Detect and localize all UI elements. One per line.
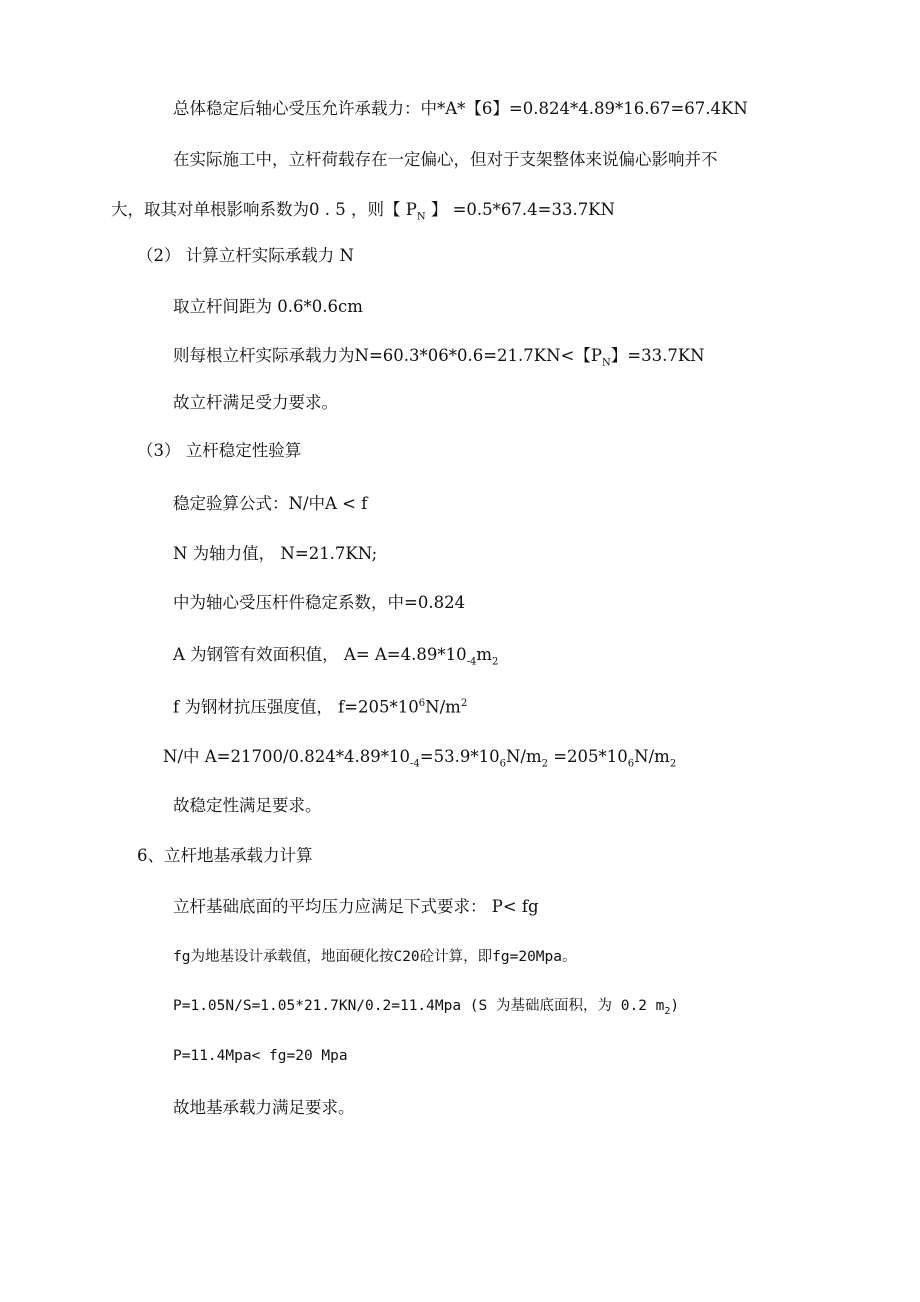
text-line-influence-factor [111, 199, 615, 228]
subscript: N [416, 211, 426, 223]
section-heading-2 [137, 245, 354, 267]
text-line-satisfied-1 [173, 392, 338, 414]
superscript: 6 [418, 698, 426, 709]
text-line-area [173, 644, 498, 673]
superscript: 2 [460, 698, 468, 709]
text-line-fg-value [173, 946, 577, 968]
text: N/m [505, 747, 542, 766]
text-line-satisfied-3 [173, 1097, 355, 1119]
subscript: 2 [492, 656, 499, 668]
text: P=1.05N/S=1.05*21.7KN/0.2=11.4Mpa (S 为基础底面积，为 0.2 m [173, 998, 665, 1014]
subscript: -4 [410, 758, 420, 770]
text: =205*10 [547, 747, 628, 766]
text-line-formula [173, 493, 367, 515]
text: 中为轴心受压杆件稳定系数，中=0.824 [173, 593, 466, 612]
text: 】=33.7KN [610, 346, 705, 365]
text-line-strength [173, 693, 467, 719]
subscript: 2 [664, 1005, 671, 1017]
text: 6、立杆地基承载力计算 [137, 846, 313, 865]
text: f 为钢材抗压强度值， f=205*10 [173, 697, 419, 717]
text-line-eccentricity [173, 149, 718, 171]
text-line-stability-coef [173, 592, 465, 614]
subscript: 2 [669, 758, 677, 770]
text: 在实际施工中，立杆荷载存在一定偏心，但对于支架整体来说偏心影响并不 [173, 150, 718, 169]
text: （2） 计算立杆实际承载力 N [137, 246, 354, 265]
text: N/中 A=21700/0.824*4.89*10 [163, 747, 411, 766]
text-line-allowable-capacity [173, 98, 748, 120]
text-line-actual-capacity [173, 345, 705, 374]
text-line-pressure-compare [173, 1045, 348, 1067]
text: （3） 立杆稳定性验算 [137, 441, 302, 460]
text-line-foundation-requirement [173, 896, 539, 918]
text: 总体稳定后轴心受压允许承载力：中*A*【6】=0.824*4.89*16.67=67.4KN [173, 99, 748, 118]
text: 故地基承载力满足要求。 [173, 1098, 355, 1117]
text-line-pressure-calc [173, 995, 679, 1023]
subscript: -4 [466, 656, 477, 668]
text: 立杆基础底面的平均压力应满足下式要求： P< fg [173, 897, 539, 916]
text: N 为轴力值， N=21.7KN; [173, 544, 378, 563]
subscript: N [602, 357, 611, 369]
text-line-stability-check [163, 746, 676, 775]
text: ) [670, 998, 680, 1014]
text: A 为钢管有效面积值， A= A=4.89*10 [173, 645, 467, 664]
text: m [476, 645, 493, 664]
text: 】 =0.5*67.4=33.7KN [425, 200, 615, 219]
text-line-spacing [173, 296, 363, 318]
text: 故稳定性满足要求。 [173, 796, 322, 815]
subscript: 6 [499, 758, 506, 770]
subscript: 6 [627, 758, 635, 770]
subscript: 2 [541, 758, 548, 770]
text: 则每根立杆实际承载力为N=60.3*06*0.6=21.7KN<【P [173, 346, 602, 365]
section-heading-3 [137, 440, 301, 462]
text: P=11.4Mpa< fg=20 Mpa [173, 1048, 348, 1064]
text: N/m [425, 697, 461, 717]
text: 大，取其对单根影响系数为0 . 5 ，则【 P [111, 200, 417, 219]
section-heading-6 [137, 845, 313, 867]
text: 稳定验算公式：N/中A < f [173, 494, 368, 513]
text: 取立杆间距为 0.6*0.6cm [173, 297, 363, 316]
text: 故立杆满足受力要求。 [173, 393, 338, 412]
text: fg为地基设计承载值，地面硬化按C20砼计算，即fg=20Mpa。 [173, 949, 577, 965]
text-line-satisfied-2 [173, 795, 322, 817]
text: N/m [634, 747, 670, 766]
text-line-axial-force [173, 543, 377, 565]
text: =53.9*10 [419, 747, 500, 766]
